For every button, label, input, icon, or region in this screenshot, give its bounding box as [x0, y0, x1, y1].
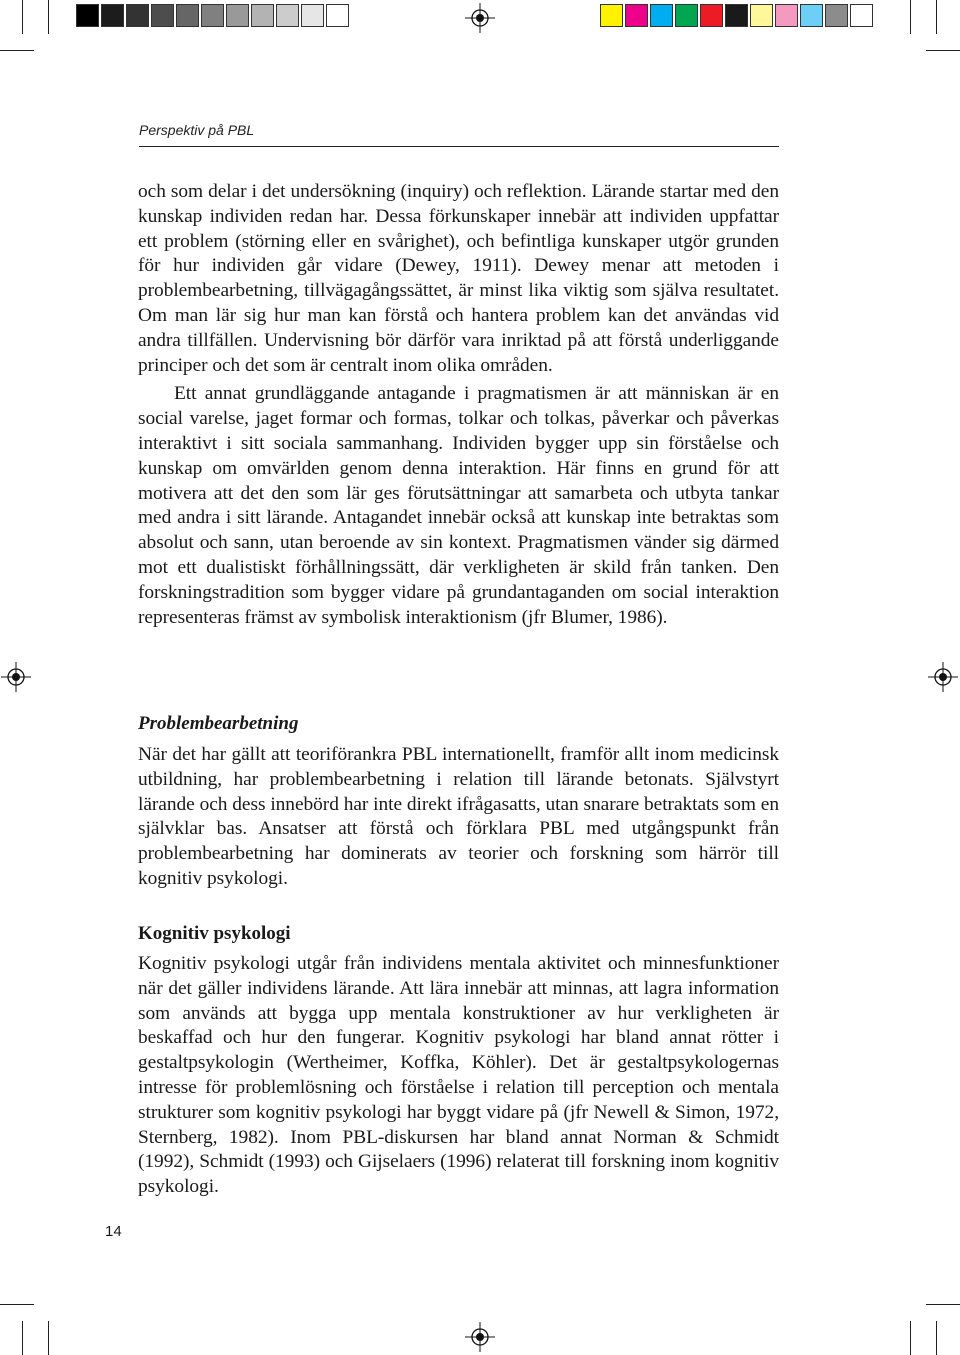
crop-mark	[48, 1321, 49, 1355]
gray-swatch	[301, 4, 324, 27]
color-swatch	[750, 4, 773, 27]
color-bar	[600, 4, 875, 27]
color-swatch	[625, 4, 648, 27]
registration-mark-icon	[465, 1322, 495, 1352]
crop-mark	[926, 50, 960, 51]
body-text	[138, 743, 779, 892]
gray-swatch	[151, 4, 174, 27]
color-swatch	[600, 4, 623, 27]
registration-mark-icon	[465, 3, 495, 33]
crop-mark	[936, 1321, 937, 1355]
crop-mark	[0, 1304, 34, 1305]
paragraph: Ett annat grundläggande antagande i pragmatismen är att människan är en social varelse, jaget formar och formas, tolkar och tolkas, påverkar och påverkas interaktivt i sitt sociala sammanhang. Individen bygger upp sin förståelse och kunskap om omvärlden genom denna interaktion. Här finns en grund för att motivera att det den som lär ges förutsättningar att samarbeta och utbyta tankar med andra i sitt lärande. Antagandet innebär också att kunskap inte betraktas som absolut och sann, utan beroende av sin kontext. Pragmatismen vänder sig därmed mot ett dualistiskt förhållningssätt, där verkligheten är skild från tanken. Den forskningstradition som bygger vidare på grundantaganden om social interaktion representeras främst av symbolisk interaktionism (jfr Blumer, 1986).	[138, 383, 779, 628]
gray-swatch	[76, 4, 99, 27]
crop-mark	[910, 1321, 911, 1355]
section-heading: Kognitiv psykologi	[138, 923, 291, 944]
color-swatch	[800, 4, 823, 27]
gray-swatch	[101, 4, 124, 27]
crop-mark	[22, 0, 23, 34]
gray-swatch	[226, 4, 249, 27]
section-heading: Problembearbetning	[138, 713, 299, 734]
gray-swatch	[326, 4, 349, 27]
color-swatch	[825, 4, 848, 27]
crop-mark	[0, 50, 34, 51]
gray-scale-bar	[76, 4, 351, 27]
paragraph: och som delar i det undersökning (inquiry) och reflektion. Lärande startar med den kunskap individen redan har. Dessa förkunskaper innebär att individen uppfattar ett problem (störning eller en svårighet), och befintliga kunskaper utgör grunden för hur individen går vidare (Dewey, 1911). Dewey menar att metoden i problembearbetning, tillvägagångssättet, är minst lika viktig som själva resultatet. Om man lär sig hur man kan förstå och hantera problem kan det användas vid andra tillfällen. Undervisning bör därför vara inriktad på att förstå underliggande principer och det som är centralt inom olika områden.	[138, 181, 779, 376]
gray-swatch	[176, 4, 199, 27]
color-swatch	[650, 4, 673, 27]
paragraph: Kognitiv psykologi utgår från individens mentala aktivitet och minnesfunktioner när det gäller individens lärande. Att lära innebär att minnas, att lagra information som används att bygga upp mentala konstruktioner av hur verkligheten är beskaffad och hur den fungerar. Kognitiv psykologi har bland annat rötter i gestaltpsykologin (Wertheimer, Koffka, Köhler). Det är gestaltpsykologernas intresse för problemlösning och förståelse i relation till perception och mentala strukturer som kognitiv psykologi har byggt vidare på (jfr Newell & Simon, 1972, Sternberg, 1982). Inom PBL-diskursen har bland annat Norman & Schmidt (1992), Schmidt (1993) och Gijselaers (1996) relaterat till forskning inom kognitiv psykologi.	[138, 953, 779, 1198]
running-header: Perspektiv på PBL	[139, 122, 255, 138]
crop-mark	[22, 1321, 23, 1355]
gray-swatch	[276, 4, 299, 27]
body-text	[138, 180, 779, 630]
gray-swatch	[201, 4, 224, 27]
color-swatch	[700, 4, 723, 27]
crop-mark	[910, 0, 911, 34]
page-number: 14	[105, 1223, 122, 1240]
paragraph: När det har gällt att teoriförankra PBL internationellt, framför allt inom medicinsk utbildning, har problembearbetning i relation till lärande betonats. Självstyrt lärande och dess innebörd har inte direkt ifrågasatts, utan snarare betraktats som en självklar bas. Ansatser att förstå och förklara PBL med utgångspunkt från problembearbetning har dominerats av teorier och forskning som härrör till kognitiv psykologi.	[138, 744, 779, 889]
gray-swatch	[126, 4, 149, 27]
crop-mark	[926, 1304, 960, 1305]
color-swatch	[725, 4, 748, 27]
color-swatch	[850, 4, 873, 27]
registration-mark-icon	[928, 662, 958, 692]
registration-mark-icon	[1, 662, 31, 692]
color-swatch	[675, 4, 698, 27]
crop-mark	[48, 0, 49, 34]
crop-mark	[936, 0, 937, 34]
color-swatch	[775, 4, 798, 27]
body-text	[138, 952, 779, 1200]
gray-swatch	[251, 4, 274, 27]
header-rule	[139, 146, 779, 147]
